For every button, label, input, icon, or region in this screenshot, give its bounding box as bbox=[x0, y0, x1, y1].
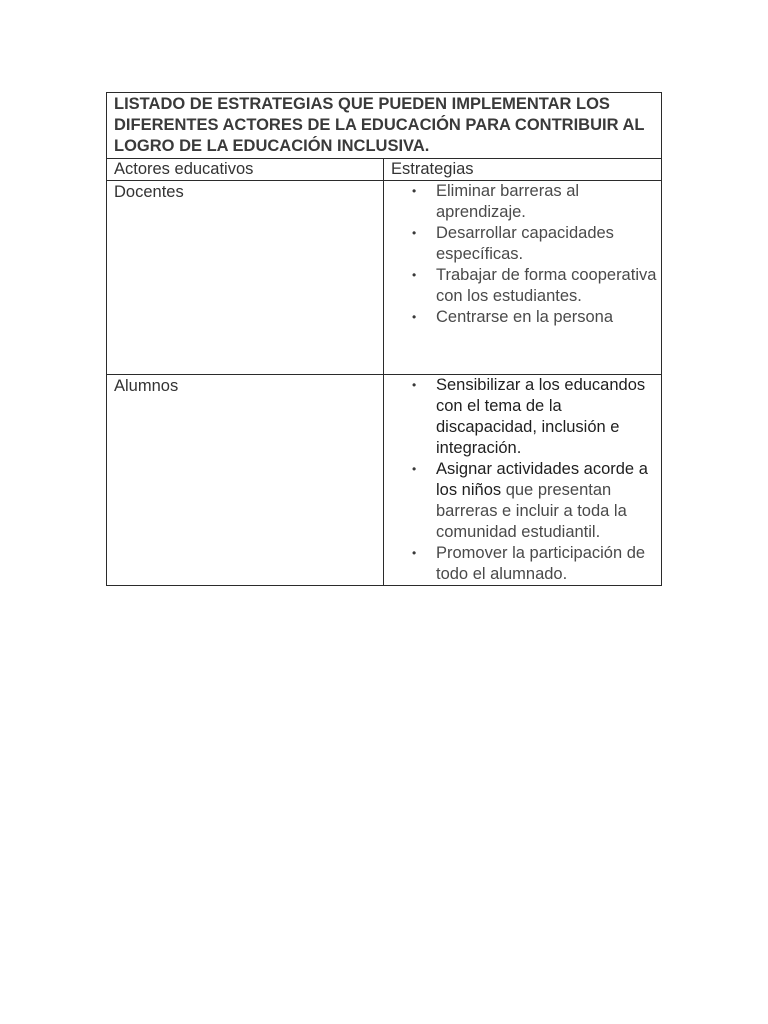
header-estrategias: Estrategias bbox=[384, 159, 662, 181]
strategy-text: Trabajar de forma cooperativa con los estudiantes. bbox=[436, 266, 657, 305]
strategy-list bbox=[384, 181, 661, 328]
list-item bbox=[384, 459, 657, 543]
strategy-text: Eliminar barreras al aprendizaje. bbox=[436, 182, 580, 221]
list-item bbox=[384, 543, 657, 585]
list-item bbox=[384, 375, 657, 459]
strategy-text: Promover la participación de todo el alumnado. bbox=[436, 544, 646, 583]
table-title: LISTADO DE ESTRATEGIAS QUE PUEDEN IMPLEMENTAR LOS DIFERENTES ACTORES DE LA EDUCACIÓN PARA CONTRIBUIR AL LOGRO DE LA EDUCACIÓN INCLUSIVA. bbox=[107, 93, 662, 159]
strategies-table bbox=[106, 92, 662, 586]
list-item bbox=[384, 223, 657, 265]
strategy-text: Asignar actividades acorde a los niños bbox=[436, 460, 648, 499]
list-item bbox=[384, 181, 657, 223]
strategy-text: Desarrollar capacidades específicas. bbox=[436, 224, 614, 263]
table-row bbox=[107, 375, 662, 586]
strategy-text-continued: que presentan barreras e incluir a toda la comunidad estudiantil. bbox=[436, 481, 627, 541]
table-row bbox=[107, 181, 662, 375]
strategy-text: Centrarse en la persona bbox=[436, 308, 614, 326]
strategy-text: Sensibilizar a los educandos con el tema de la discapacidad, inclusión e integración. bbox=[436, 376, 646, 457]
actor-cell: Alumnos bbox=[107, 375, 384, 586]
strategy-list bbox=[384, 375, 661, 585]
table-header-row bbox=[107, 159, 662, 181]
table-title-row bbox=[107, 93, 662, 159]
list-item bbox=[384, 307, 657, 328]
header-actores: Actores educativos bbox=[107, 159, 384, 181]
strategies-cell bbox=[384, 181, 662, 375]
strategies-cell bbox=[384, 375, 662, 586]
list-item bbox=[384, 265, 657, 307]
actor-cell: Docentes bbox=[107, 181, 384, 375]
